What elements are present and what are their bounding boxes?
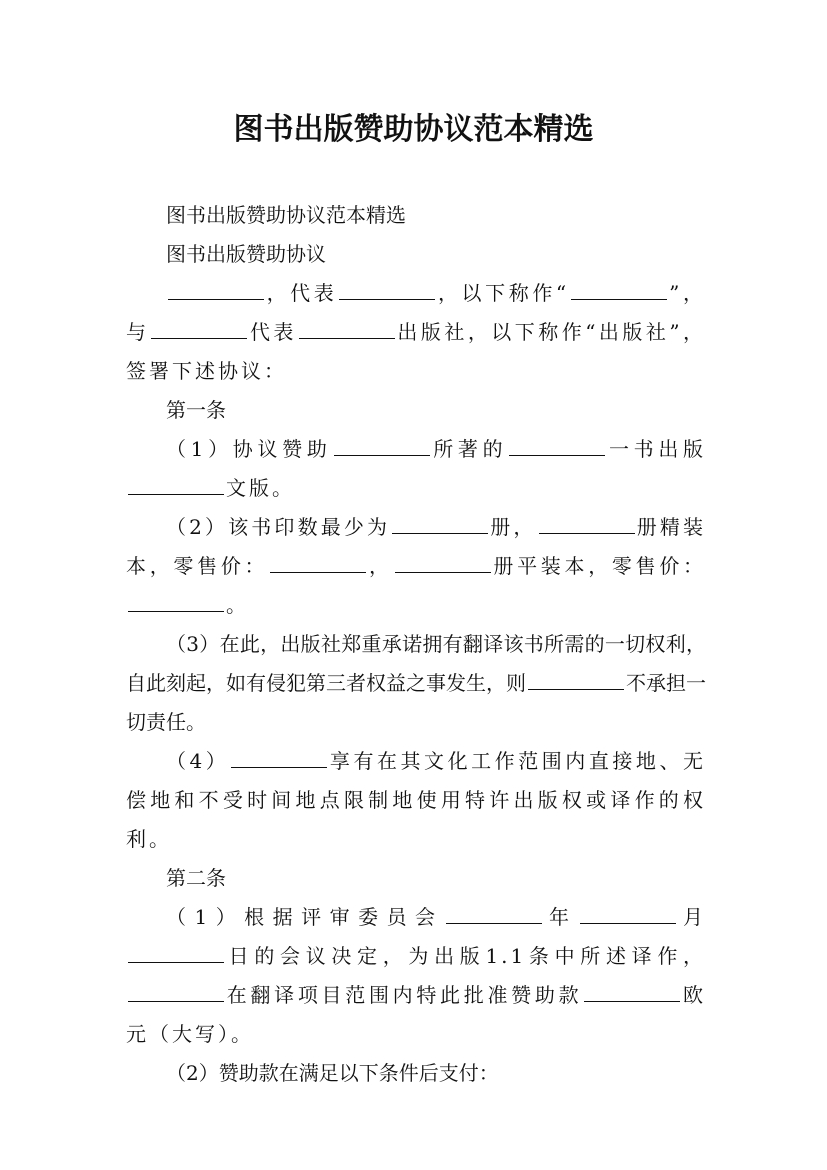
clause-1-2-b: 册， — [490, 515, 537, 539]
clause-1-2-e: 册平装本，零售价： — [492, 554, 707, 578]
blank-month — [580, 901, 676, 924]
blank-paperback-count — [395, 550, 491, 573]
blank-sponsored-author — [334, 433, 430, 456]
clause-1-1-c: 一书出版 — [607, 437, 707, 461]
clause-1-3-a: （3）在此，出版社郑重承诺拥有翻译该书所需的一切权利，自此刻起，如有侵犯第三者权益之事发生，则 — [126, 632, 706, 695]
parties-text-c: ”， — [669, 281, 706, 305]
clause-2-1-c: 月 — [677, 905, 706, 929]
document-body — [126, 196, 706, 1093]
clause-1-2-d: ， — [368, 554, 393, 578]
parties-text-d: 与 — [126, 320, 150, 344]
article-1-heading: 第一条 — [166, 398, 226, 422]
blank-representative — [339, 277, 435, 300]
clause-2-1-e: 在翻译项目范围内特此批准赞助款 — [226, 983, 583, 1007]
clause-2-1-f: 欧元（大写）。 — [126, 983, 707, 1046]
paragraph-1-1 — [126, 430, 706, 508]
parties-text-a: ，代表 — [266, 281, 338, 305]
blank-day — [128, 940, 224, 963]
blank-party-alias — [571, 277, 667, 300]
clause-1-3-b: 不承担一切责任。 — [126, 671, 706, 734]
clause-1-4-a: （4） — [166, 749, 230, 773]
blank-party-name — [168, 277, 264, 300]
paragraph-article-1 — [126, 391, 706, 430]
paragraph-agreement-name — [126, 235, 706, 274]
blank-hardcover-price — [270, 550, 366, 573]
document-title: 图书出版赞助协议范本精选 — [233, 112, 594, 147]
clause-2-1-a: （1）根据评审委员会 — [166, 905, 444, 929]
parties-text-f: 出版社，以下称作“出版社”， — [396, 320, 707, 344]
blank-amount — [584, 979, 680, 1002]
clause-1-2-a: （2）该书印数最少为 — [166, 515, 391, 539]
blank-year — [446, 901, 542, 924]
paragraph-subtitle — [126, 196, 706, 235]
sign-text: 签署下述协议： — [126, 359, 287, 383]
article-2-heading: 第二条 — [166, 866, 226, 890]
paragraph-2-1 — [126, 898, 706, 1054]
clause-2-1-d: 日的会议决定，为出版1.1条中所述译作， — [226, 944, 706, 968]
blank-book-title — [509, 433, 605, 456]
subtitle-text: 图书出版赞助协议范本精选 — [166, 203, 406, 227]
clause-1-1-a: （1）协议赞助 — [166, 437, 332, 461]
clause-2-2: （2）赞助款在满足以下条件后支付： — [166, 1061, 499, 1085]
clause-1-1-b: 所著的 — [431, 437, 508, 461]
clause-1-4-b: 享有在其文化工作范围内直接地、无偿地和不受时间地点限制地使用特许出版权或译作的权利。 — [126, 749, 707, 851]
parties-text-b: ，以下称作“ — [437, 281, 570, 305]
blank-liability-party — [528, 667, 624, 690]
paragraph-1-2 — [126, 508, 706, 625]
blank-paperback-price — [128, 589, 224, 612]
paragraph-2-2 — [126, 1054, 706, 1093]
agreement-name-text: 图书出版赞助协议 — [166, 242, 326, 266]
clause-2-1-b: 年 — [543, 905, 578, 929]
clause-1-2-f: 。 — [226, 593, 249, 617]
paragraph-parties-1 — [126, 274, 706, 391]
blank-publisher-name — [299, 316, 395, 339]
clause-1-2-c: 册精装本，零售价： — [126, 515, 707, 578]
blank-print-run — [392, 511, 488, 534]
paragraph-article-2 — [126, 859, 706, 898]
clause-1-1-d: 文版。 — [226, 476, 295, 500]
blank-hardcover-count — [539, 511, 635, 534]
paragraph-1-3 — [126, 625, 706, 742]
parties-text-e: 代表 — [249, 320, 297, 344]
blank-rights-holder — [231, 745, 327, 768]
blank-publisher-rep — [151, 316, 247, 339]
paragraph-1-4 — [126, 742, 706, 859]
blank-language — [128, 472, 224, 495]
blank-grantor — [128, 979, 224, 1002]
